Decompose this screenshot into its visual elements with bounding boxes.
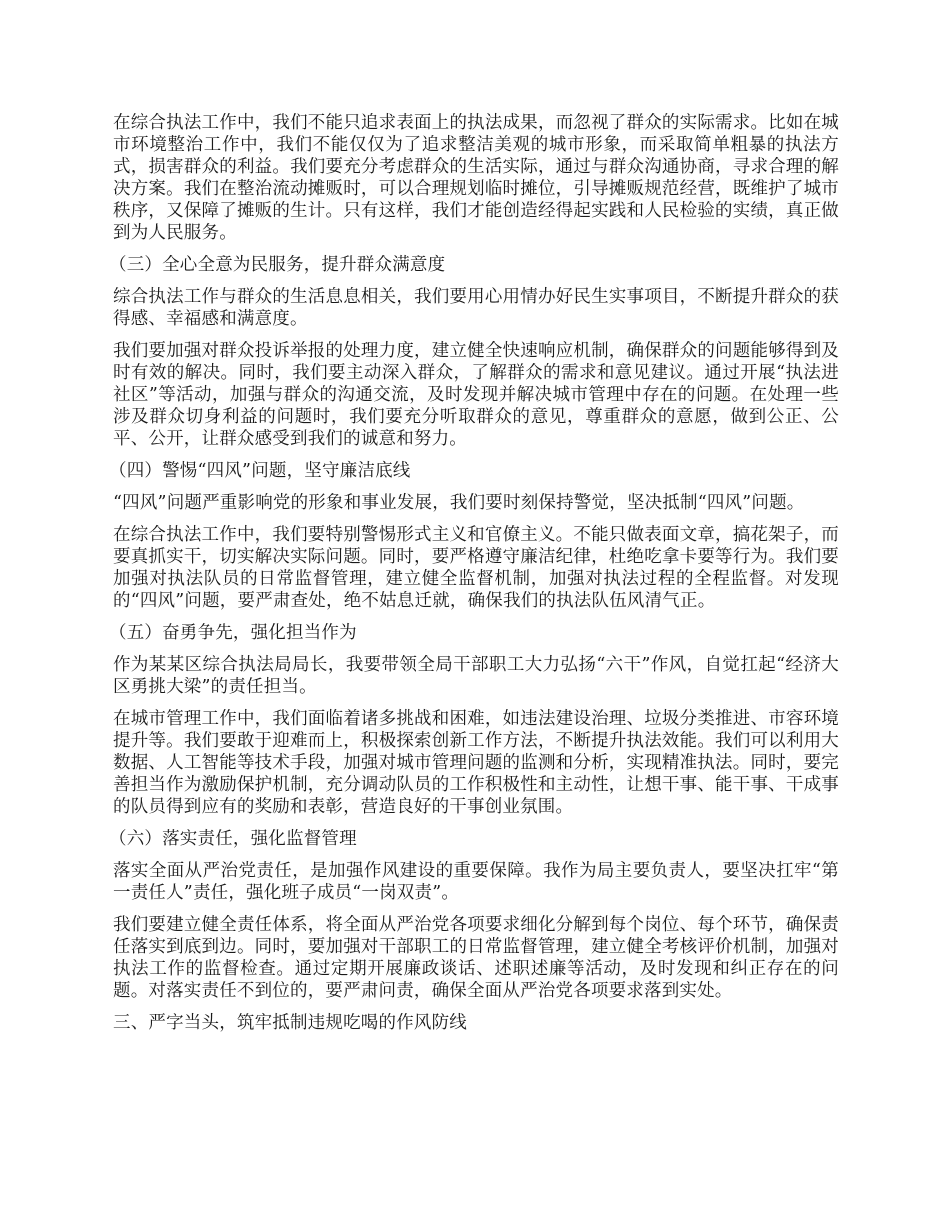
paragraph: 在综合执法工作中，我们不能只追求表面上的执法成果，而忽视了群众的实际需求。比如在城市环境整治工作中，我们不能仅仅为了追求整洁美观的城市形象，而采取简单粗暴的执法方式，损害群众的利益。我们要充分考虑群众的生活实际，通过与群众沟通协商，寻求合理的解决方案。我们在整治流动摊贩时，可以合理规划临时摊位，引导摊贩规范经营，既维护了城市秩序，又保障了摊贩的生计。只有这样，我们才能创造经得起实践和人民检验的实绩，真正做到为人民服务。: [113, 113, 839, 243]
paragraph: 作为某某区综合执法局局长，我要带领全局干部职工大力弘扬“六干”作风，自觉扛起“经济大区勇挑大梁”的责任担当。: [113, 655, 839, 697]
paragraph: 在城市管理工作中，我们面临着诸多挑战和困难，如违法建设治理、垃圾分类推进、市容环境提升等。我们要敢于迎难而上，积极探索创新工作方法，不断提升执法效能。我们可以利用大数据、人工智能等技术手段，加强对城市管理问题的监测和分析，实现精准执法。同时，要完善担当作为激励保护机制，充分调动队员的工作积极性和主动性，让想干事、能干事、干成事的队员得到应有的奖励和表彰，营造良好的干事创业氛围。: [113, 709, 839, 817]
paragraph: 我们要加强对群众投诉举报的处理力度，建立健全快速响应机制，确保群众的问题能够得到及时有效的解决。同时，我们要主动深入群众，了解群众的需求和意见建议。通过开展“执法进社区”等活动，加强与群众的沟通交流，及时发现并解决城市管理中存在的问题。在处理一些涉及群众切身利益的问题时，我们要充分听取群众的意见，尊重群众的意愿，做到公正、公平、公开，让群众感受到我们的诚意和努力。: [113, 341, 839, 449]
paragraph: 在综合执法工作中，我们要特别警惕形式主义和官僚主义。不能只做表面文章，搞花架子，而要真抓实干，切实解决实际问题。同时，要严格遵守廉洁纪律，杜绝吃拿卡要等行为。我们要加强对执法队员的日常监督管理，建立健全监督机制，加强对执法过程的全程监督。对发现的“四风”问题，要严肃查处，绝不姑息迁就，确保我们的执法队伍风清气正。: [113, 525, 839, 611]
section-heading: （四）警惕“四风”问题，坚守廉洁底线: [109, 461, 411, 481]
paragraph: 我们要建立健全责任体系，将全面从严治党各项要求细化分解到每个岗位、每个环节，确保责任落实到底到边。同时，要加强对干部职工的日常监督管理，建立健全考核评价机制，加强对执法工作的监督检查。通过定期开展廉政谈话、述职述廉等活动，及时发现和纠正存在的问题。对落实责任不到位的，要严肃问责，确保全面从严治党各项要求落到实处。: [113, 915, 839, 1001]
chapter-heading: 三、严字当头，筑牢抵制违规吃喝的作风防线: [113, 1013, 467, 1033]
document-page: [109, 112, 839, 1044]
paragraph: 落实全面从严治党责任，是加强作风建设的重要保障。我作为局主要负责人，要坚决扛牢“第一责任人”责任，强化班子成员“一岗双责”。: [113, 861, 839, 903]
paragraph: 综合执法工作与群众的生活息息相关，我们要用心用情办好民生实事项目，不断提升群众的获得感、幸福感和满意度。: [113, 287, 839, 329]
section-heading: （五）奋勇争先，强化担当作为: [109, 623, 357, 643]
section-heading: （六）落实责任，强化监督管理: [109, 829, 357, 849]
section-heading: （三）全心全意为民服务，提升群众满意度: [109, 255, 446, 275]
paragraph: “四风”问题严重影响党的形象和事业发展，我们要时刻保持警觉，坚决抵制“四风”问题。: [113, 493, 805, 513]
